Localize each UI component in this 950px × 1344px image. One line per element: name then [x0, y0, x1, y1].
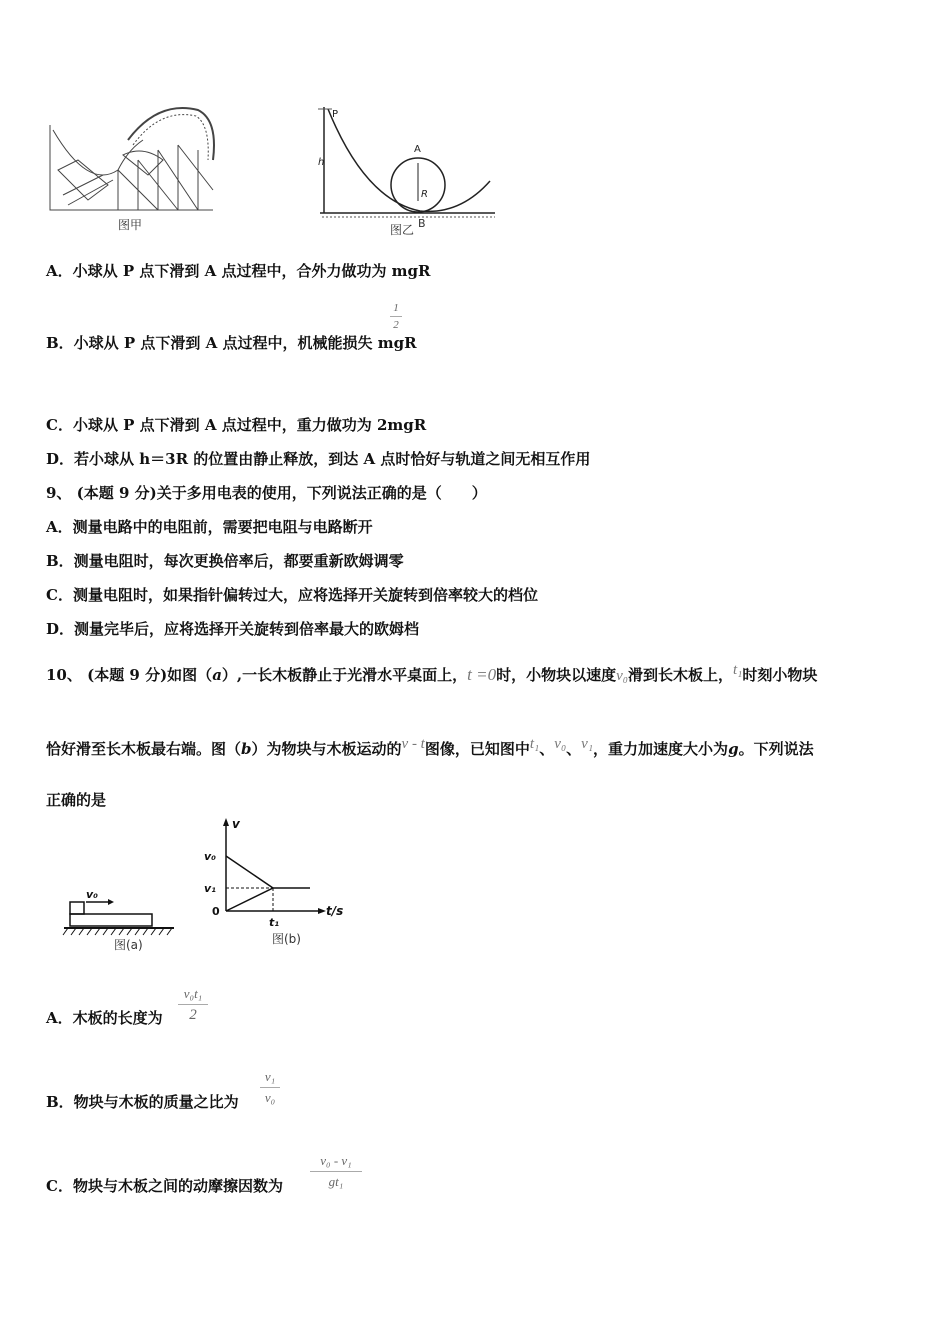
q10-stem-line2: [46, 736, 814, 760]
label-P: P: [332, 109, 339, 120]
figure-b-caption: 图(b): [272, 932, 301, 946]
q10-line2-text-3: 图像，已知图中: [424, 740, 530, 758]
q10-line2-text-1: 恰好滑至长木板最右端。图（: [46, 740, 242, 758]
math-v0-b: v₀: [554, 736, 567, 752]
sep-2: 、: [566, 740, 582, 758]
math-v1: v₁: [581, 736, 594, 752]
axis-label-v: v: [232, 817, 240, 831]
label-h: h: [318, 157, 325, 168]
label-R: R: [421, 189, 428, 200]
fraction-numerator: v₁: [264, 1069, 276, 1084]
tick-origin: 0: [212, 905, 220, 918]
math-v-t: v - t: [401, 736, 425, 752]
q10-stem-text-5: 时刻小物块: [742, 666, 818, 684]
q9-option-d: D．测量完毕后，应将选择开关旋转到倍率最大的欧姆档: [46, 620, 420, 638]
sep-1: 、: [539, 740, 555, 758]
q10-option-b: B．物块与木板的质量之比为: [46, 1093, 239, 1111]
label-B: B: [418, 217, 426, 230]
q10-line2-text-2: ）为物块与木板运动的: [251, 740, 402, 758]
figure-a: [62, 880, 182, 955]
q10-stem-text-4: 滑到长木板上，: [628, 666, 734, 684]
q10-stem-text-3: 时，小物块以速度: [496, 666, 617, 684]
q10-fig-b-ref: b: [241, 740, 252, 758]
v-t-graph: [198, 816, 358, 928]
fraction-numerator: v₀ - v₁: [320, 1153, 352, 1168]
fraction-numerator: 1: [393, 302, 399, 314]
q10-option-b-fraction: [260, 1069, 280, 1106]
fraction-denominator: 2: [393, 319, 399, 331]
fraction-denominator: v₀: [264, 1090, 276, 1105]
symbol-g: g: [728, 740, 739, 758]
tick-v1: v₁: [204, 882, 216, 895]
q10-stem-line3: 正确的是: [46, 791, 107, 809]
tick-t1: t₁: [269, 916, 280, 928]
figure-jia-caption: 图甲: [118, 218, 143, 232]
q10-line2-text-4: ，重力加速度大小为: [593, 740, 729, 758]
q10-option-a: A．木板的长度为: [46, 1009, 163, 1027]
q10-stem-text-1: 10、 (本题 9 分)如图（: [46, 666, 213, 684]
q10-fig-a-ref: a: [212, 666, 222, 684]
board-velocity-line: [226, 888, 273, 911]
q10-option-c-fraction: [310, 1153, 362, 1190]
q10-option-c: C．物块与木板之间的动摩擦因数为: [46, 1177, 283, 1195]
q8-option-c: C．小球从 P 点下滑到 A 点过程中，重力做功为 2mgR: [46, 416, 427, 434]
fraction-denominator: 2: [189, 1007, 197, 1023]
q8-option-b-fraction: [390, 302, 402, 331]
figure-b: [198, 816, 358, 951]
q9-option-c: C．测量电阻时，如果指针偏转过大，应将选择开关旋转到倍率较大的档位: [46, 586, 538, 604]
math-t1: t₁: [733, 662, 743, 678]
q8-option-b: B．小球从 P 点下滑到 A 点过程中，机械能损失 mgR: [46, 334, 417, 352]
q10-option-a-fraction: [178, 986, 208, 1024]
figure-yi-caption: 图乙: [390, 223, 415, 237]
figure-jia: [48, 100, 218, 235]
q9-stem: 9、 (本题 9 分)关于多用电表的使用，下列说法正确的是（ ）: [46, 484, 487, 502]
block-velocity-line: [226, 856, 273, 888]
figure-a-caption: 图(a): [114, 938, 143, 952]
fraction-numerator: v₀t₁: [183, 986, 203, 1001]
q10-stem-text-2: ）,一长木板静止于光滑水平桌面上，: [221, 666, 468, 684]
q9-option-a: A．测量电路中的电阻前，需要把电阻与电路断开: [46, 518, 373, 536]
q8-option-a: A．小球从 P 点下滑到 A 点过程中，合外力做功为 mgR: [46, 262, 431, 280]
q8-option-d: D．若小球从 h＝3R 的位置由静止释放，到达 A 点时恰好与轨道之间无相互作用: [46, 450, 591, 468]
axis-label-t: t/s: [326, 904, 344, 918]
loop-track-diagram: [310, 95, 500, 240]
label-v0-block: v₀: [86, 888, 98, 901]
q9-option-b: B．测量电阻时，每次更换倍率后，都要重新欧姆调零: [46, 552, 404, 570]
math-t-equals-0: t =0: [467, 665, 497, 684]
label-A: A: [414, 144, 421, 155]
q10-line2-text-5: 。下列说法: [738, 740, 814, 758]
figure-yi: [310, 95, 500, 240]
math-v0: v₀: [616, 668, 628, 684]
q10-stem-line1: [46, 662, 818, 686]
math-t1-b: t₁: [529, 736, 540, 752]
fraction-denominator: gt₁: [328, 1174, 344, 1189]
roller-coaster-illustration: [48, 100, 218, 235]
block-on-board-diagram: [62, 880, 182, 940]
tick-v0: v₀: [204, 850, 216, 863]
